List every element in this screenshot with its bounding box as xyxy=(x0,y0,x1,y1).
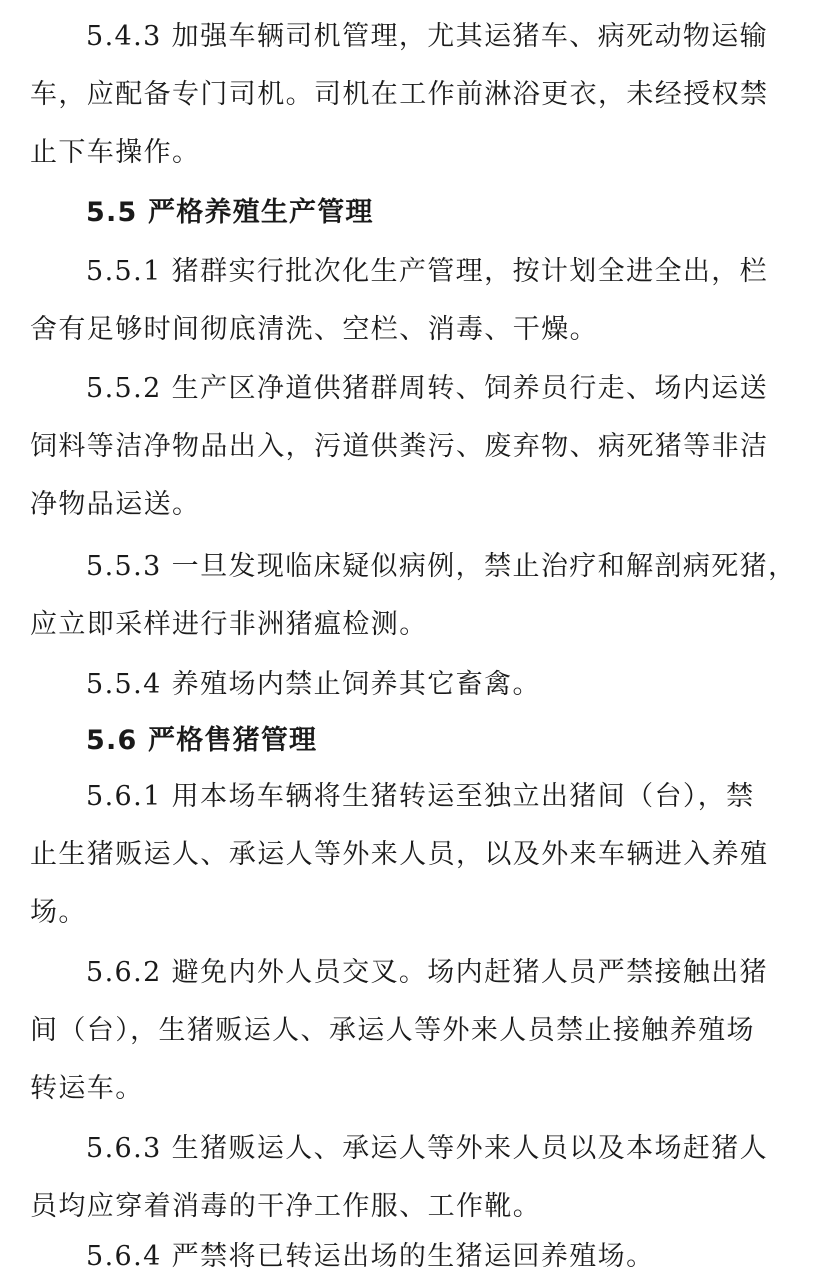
text-line: 间（台），生猪贩运人、承运人等外来人员禁止接触养殖场 xyxy=(30,1015,755,1046)
text-line: 5.6.3 生猪贩运人、承运人等外来人员以及本场赶猪人 xyxy=(86,1133,769,1164)
paragraph-5-6-3 xyxy=(30,1120,800,1236)
paragraph-5-5-2 xyxy=(30,360,800,534)
paragraph-5-6-2 xyxy=(30,944,800,1118)
text-line: 止下车操作。 xyxy=(30,137,201,168)
text-line: 止生猪贩运人、承运人等外来人员，以及外来车辆进入养殖 xyxy=(30,839,769,870)
paragraph-5-5-1 xyxy=(30,243,800,359)
text-line: 5.6.2 避免内外人员交叉。场内赶猪人员严禁接触出猪 xyxy=(86,957,769,988)
text-line: 场。 xyxy=(30,897,87,928)
text-line: 5.5.2 生产区净道供猪群周转、饲养员行走、场内运送 xyxy=(86,373,769,404)
paragraph-5-5-3 xyxy=(30,538,800,654)
text-line: 5.5.1 猪群实行批次化生产管理，按计划全进全出，栏 xyxy=(86,256,769,287)
section-heading-5-5: 5.5 严格养殖生产管理 xyxy=(86,197,374,228)
text-line: 饲料等洁净物品出入，污道供粪污、废弃物、病死猪等非洁 xyxy=(30,431,769,462)
text-line: 净物品运送。 xyxy=(30,489,201,520)
text-line: 5.6.4 严禁将已转运出场的生猪运回养殖场。 xyxy=(86,1241,655,1272)
paragraph-5-6-1 xyxy=(30,768,800,942)
text-line: 5.5.4 养殖场内禁止饲养其它畜禽。 xyxy=(86,669,541,700)
text-line: 应立即采样进行非洲猪瘟检测。 xyxy=(30,609,428,640)
paragraph-5-6-4 xyxy=(30,1228,800,1286)
section-heading-5-6: 5.6 严格售猪管理 xyxy=(86,725,318,756)
text-line: 转运车。 xyxy=(30,1073,144,1104)
paragraph-5-5-4 xyxy=(30,656,800,714)
text-line: 5.6.1 用本场车辆将生猪转运至独立出猪间（台），禁 xyxy=(86,781,755,812)
text-line: 员均应穿着消毒的干净工作服、工作靴。 xyxy=(30,1191,542,1222)
text-line: 舍有足够时间彻底清洗、空栏、消毒、干燥。 xyxy=(30,314,598,345)
text-line: 5.5.3 一旦发现临床疑似病例，禁止治疗和解剖病死猪， xyxy=(86,551,797,582)
text-line: 5.4.3 加强车辆司机管理，尤其运猪车、病死动物运输 xyxy=(86,21,769,52)
paragraph-5-4-3 xyxy=(30,8,800,182)
text-line: 车，应配备专门司机。司机在工作前淋浴更衣，未经授权禁 xyxy=(30,79,769,110)
